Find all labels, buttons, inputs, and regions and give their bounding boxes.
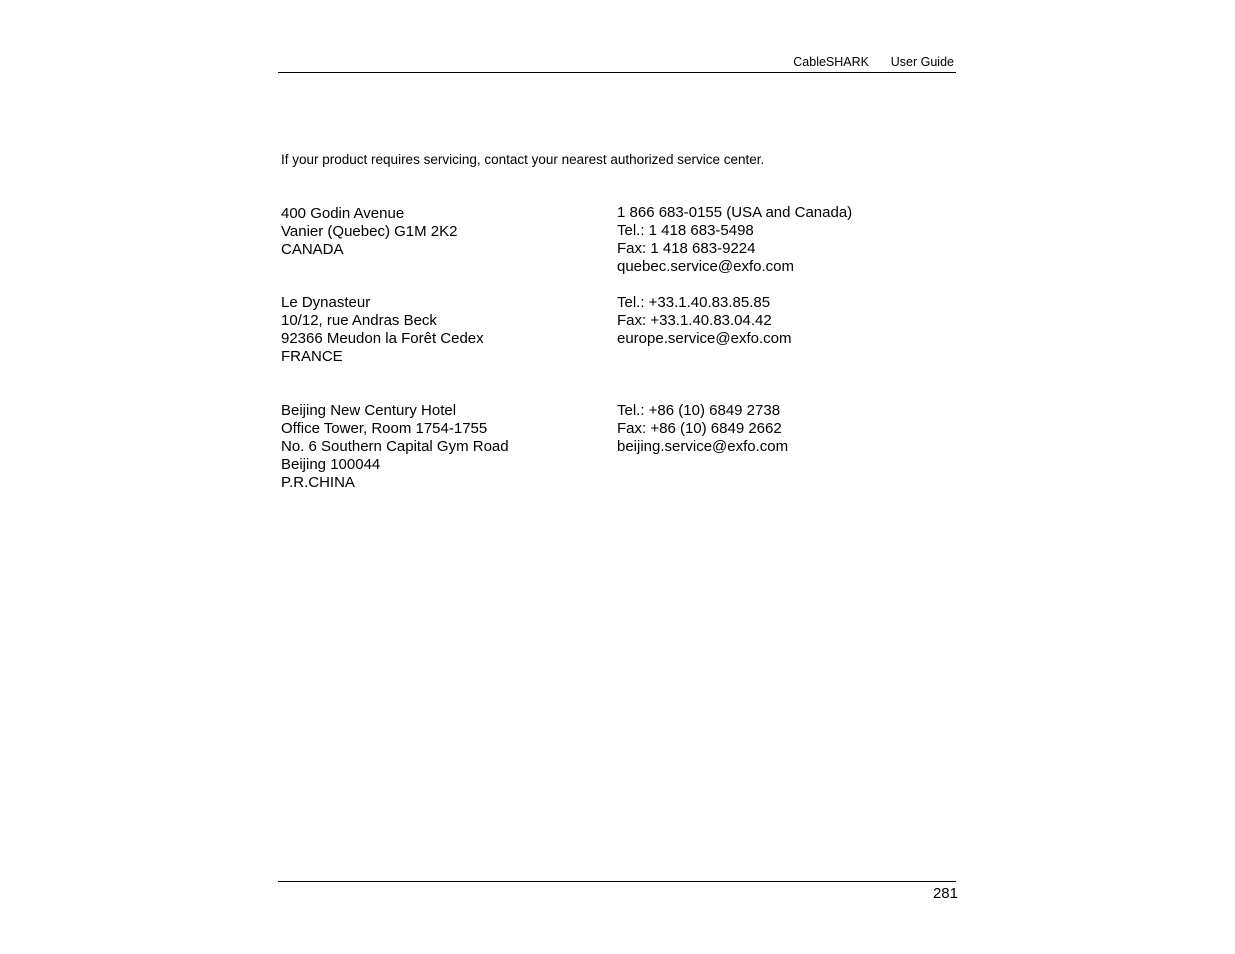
header-product-name: CableSHARK <box>793 55 869 69</box>
address-line: Beijing New Century Hotel <box>281 402 457 419</box>
address-line: 400 Godin Avenue <box>281 205 405 222</box>
fax-number: Fax: 1 418 683-9224 <box>617 240 756 257</box>
intro-paragraph: If your product requires servicing, contact your nearest authorized service center. <box>281 152 765 167</box>
address-line: No. 6 Southern Capital Gym Road <box>281 438 509 455</box>
fax-number: Fax: +33.1.40.83.04.42 <box>617 312 772 329</box>
service-center-canada-contact <box>617 204 852 276</box>
toll-free-number: 1 866 683-0155 (USA and Canada) <box>617 204 853 221</box>
address-line: 92366 Meudon la Forêt Cedex <box>281 330 484 347</box>
service-center-france-contact <box>617 294 791 348</box>
service-center-china-address <box>281 402 509 492</box>
header-guide-title: User Guide <box>890 55 954 69</box>
address-line: CANADA <box>281 241 344 258</box>
address-line: Le Dynasteur <box>281 294 371 311</box>
page-number: 281 <box>932 885 958 902</box>
email-address: quebec.service@exfo.com <box>617 258 794 275</box>
service-center-canada-address <box>281 205 457 259</box>
page-header <box>278 54 956 73</box>
telephone-number: Tel.: 1 418 683-5498 <box>617 222 754 239</box>
telephone-number: Tel.: +33.1.40.83.85.85 <box>617 294 771 311</box>
address-line: Office Tower, Room 1754-1755 <box>281 420 488 437</box>
page-footer <box>278 881 958 902</box>
email-address: beijing.service@exfo.com <box>617 438 789 455</box>
address-line: 10/12, rue Andras Beck <box>281 312 437 329</box>
email-address: europe.service@exfo.com <box>617 330 792 347</box>
address-line: Vanier (Quebec) G1M 2K2 <box>281 223 458 240</box>
fax-number: Fax: +86 (10) 6849 2662 <box>617 420 782 437</box>
address-line: FRANCE <box>281 348 343 365</box>
telephone-number: Tel.: +86 (10) 6849 2738 <box>617 402 781 419</box>
address-line: Beijing 100044 <box>281 456 381 473</box>
service-center-france-address <box>281 294 484 366</box>
service-center-china-contact <box>617 402 788 456</box>
address-line: P.R.CHINA <box>281 474 355 491</box>
